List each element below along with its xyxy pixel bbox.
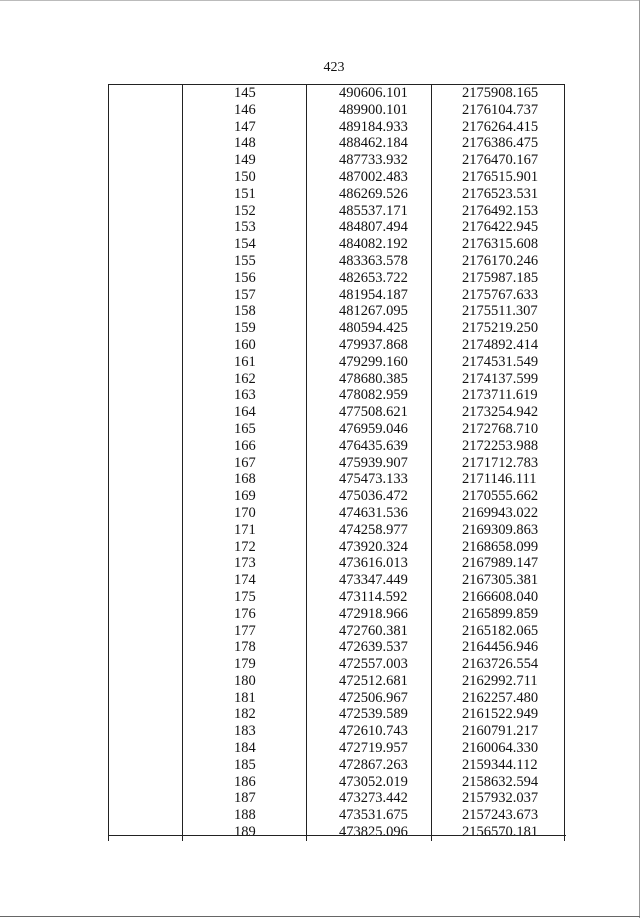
blank-cell <box>109 757 183 774</box>
blank-cell <box>109 673 183 690</box>
y-coordinate-cell: 2176470.167 <box>432 152 565 169</box>
point-number-cell: 179 <box>183 656 307 673</box>
blank-cell <box>109 790 183 807</box>
blank-cell <box>109 690 183 707</box>
point-number-cell: 187 <box>183 790 307 807</box>
table-row <box>109 152 565 169</box>
y-coordinate-cell: 2160791.217 <box>432 723 565 740</box>
table-row <box>109 555 565 572</box>
table-row <box>109 320 565 337</box>
y-coordinate-cell: 2176104.737 <box>432 102 565 119</box>
y-coordinate-cell: 2167305.381 <box>432 572 565 589</box>
table-row <box>109 438 565 455</box>
blank-cell <box>109 337 183 354</box>
blank-cell <box>109 488 183 505</box>
table-bottom-rule <box>108 835 566 836</box>
blank-cell <box>109 354 183 371</box>
table-row <box>109 270 565 287</box>
table-row <box>109 505 565 522</box>
table-row <box>109 807 565 824</box>
y-coordinate-cell: 2176386.475 <box>432 135 565 152</box>
blank-cell <box>109 723 183 740</box>
blank-cell <box>109 320 183 337</box>
y-coordinate-cell: 2160064.330 <box>432 740 565 757</box>
x-coordinate-cell: 474631.536 <box>307 505 432 522</box>
y-coordinate-cell: 2163726.554 <box>432 656 565 673</box>
x-coordinate-cell: 479937.868 <box>307 337 432 354</box>
table-row <box>109 354 565 371</box>
blank-cell <box>109 135 183 152</box>
blank-cell <box>109 421 183 438</box>
blank-cell <box>109 219 183 236</box>
y-coordinate-cell: 2171712.783 <box>432 455 565 472</box>
point-number-cell: 182 <box>183 706 307 723</box>
x-coordinate-cell: 490606.101 <box>307 85 432 102</box>
y-coordinate-cell: 2157932.037 <box>432 790 565 807</box>
table-row <box>109 589 565 606</box>
x-coordinate-cell: 473825.096 <box>307 824 432 841</box>
table-row <box>109 219 565 236</box>
point-number-cell: 176 <box>183 606 307 623</box>
x-coordinate-cell: 472719.957 <box>307 740 432 757</box>
blank-cell <box>109 203 183 220</box>
x-coordinate-cell: 473114.592 <box>307 589 432 606</box>
table-row <box>109 236 565 253</box>
blank-cell <box>109 303 183 320</box>
blank-cell <box>109 85 183 102</box>
table-row <box>109 303 565 320</box>
blank-cell <box>109 589 183 606</box>
point-number-cell: 171 <box>183 522 307 539</box>
y-coordinate-cell: 2175511.307 <box>432 303 565 320</box>
y-coordinate-cell: 2176523.531 <box>432 186 565 203</box>
blank-cell <box>109 455 183 472</box>
page-edge-top <box>0 0 640 1</box>
blank-cell <box>109 572 183 589</box>
y-coordinate-cell: 2176492.153 <box>432 203 565 220</box>
point-number-cell: 177 <box>183 623 307 640</box>
point-number-cell: 156 <box>183 270 307 287</box>
y-coordinate-cell: 2175219.250 <box>432 320 565 337</box>
table-row <box>109 337 565 354</box>
point-number-cell: 151 <box>183 186 307 203</box>
point-number-cell: 161 <box>183 354 307 371</box>
x-coordinate-cell: 472557.003 <box>307 656 432 673</box>
point-number-cell: 165 <box>183 421 307 438</box>
y-coordinate-cell: 2165899.859 <box>432 606 565 623</box>
point-number-cell: 152 <box>183 203 307 220</box>
blank-cell <box>109 639 183 656</box>
x-coordinate-cell: 479299.160 <box>307 354 432 371</box>
blank-cell <box>109 186 183 203</box>
table-row <box>109 404 565 421</box>
blank-cell <box>109 404 183 421</box>
y-coordinate-cell: 2176264.415 <box>432 119 565 136</box>
blank-cell <box>109 169 183 186</box>
point-number-cell: 149 <box>183 152 307 169</box>
blank-cell <box>109 656 183 673</box>
coordinates-table-container <box>108 84 565 841</box>
point-number-cell: 166 <box>183 438 307 455</box>
x-coordinate-cell: 484807.494 <box>307 219 432 236</box>
point-number-cell: 147 <box>183 119 307 136</box>
point-number-cell: 148 <box>183 135 307 152</box>
x-coordinate-cell: 473347.449 <box>307 572 432 589</box>
y-coordinate-cell: 2156570.181 <box>432 824 565 841</box>
blank-cell <box>109 270 183 287</box>
x-coordinate-cell: 472610.743 <box>307 723 432 740</box>
point-number-cell: 178 <box>183 639 307 656</box>
x-coordinate-cell: 483363.578 <box>307 253 432 270</box>
point-number-cell: 162 <box>183 371 307 388</box>
x-coordinate-cell: 486269.526 <box>307 186 432 203</box>
point-number-cell: 145 <box>183 85 307 102</box>
x-coordinate-cell: 478680.385 <box>307 371 432 388</box>
table-row <box>109 135 565 152</box>
table-row <box>109 824 565 841</box>
point-number-cell: 146 <box>183 102 307 119</box>
point-number-cell: 157 <box>183 287 307 304</box>
x-coordinate-cell: 473052.019 <box>307 774 432 791</box>
blank-cell <box>109 740 183 757</box>
y-coordinate-cell: 2174137.599 <box>432 371 565 388</box>
blank-cell <box>109 623 183 640</box>
y-coordinate-cell: 2165182.065 <box>432 623 565 640</box>
x-coordinate-cell: 475036.472 <box>307 488 432 505</box>
table-row <box>109 455 565 472</box>
table-row <box>109 169 565 186</box>
page-bottom-edge <box>0 916 640 917</box>
blank-cell <box>109 152 183 169</box>
point-number-cell: 189 <box>183 824 307 841</box>
y-coordinate-cell: 2173711.619 <box>432 387 565 404</box>
x-coordinate-cell: 475473.133 <box>307 471 432 488</box>
x-coordinate-cell: 472867.263 <box>307 757 432 774</box>
x-coordinate-cell: 473616.013 <box>307 555 432 572</box>
point-number-cell: 181 <box>183 690 307 707</box>
x-coordinate-cell: 480594.425 <box>307 320 432 337</box>
x-coordinate-cell: 489900.101 <box>307 102 432 119</box>
y-coordinate-cell: 2175987.185 <box>432 270 565 287</box>
y-coordinate-cell: 2159344.112 <box>432 757 565 774</box>
x-coordinate-cell: 472506.967 <box>307 690 432 707</box>
point-number-cell: 186 <box>183 774 307 791</box>
point-number-cell: 154 <box>183 236 307 253</box>
y-coordinate-cell: 2158632.594 <box>432 774 565 791</box>
table-row <box>109 488 565 505</box>
point-number-cell: 168 <box>183 471 307 488</box>
y-coordinate-cell: 2167989.147 <box>432 555 565 572</box>
point-number-cell: 172 <box>183 539 307 556</box>
x-coordinate-cell: 478082.959 <box>307 387 432 404</box>
point-number-cell: 173 <box>183 555 307 572</box>
table-row <box>109 606 565 623</box>
table-row <box>109 371 565 388</box>
point-number-cell: 153 <box>183 219 307 236</box>
blank-cell <box>109 539 183 556</box>
point-number-cell: 158 <box>183 303 307 320</box>
x-coordinate-cell: 476959.046 <box>307 421 432 438</box>
table-row <box>109 690 565 707</box>
point-number-cell: 185 <box>183 757 307 774</box>
y-coordinate-cell: 2176315.608 <box>432 236 565 253</box>
x-coordinate-cell: 484082.192 <box>307 236 432 253</box>
point-number-cell: 170 <box>183 505 307 522</box>
x-coordinate-cell: 473531.675 <box>307 807 432 824</box>
x-coordinate-cell: 472918.966 <box>307 606 432 623</box>
blank-cell <box>109 471 183 488</box>
point-number-cell: 184 <box>183 740 307 757</box>
blank-cell <box>109 505 183 522</box>
point-number-cell: 188 <box>183 807 307 824</box>
point-number-cell: 160 <box>183 337 307 354</box>
point-number-cell: 183 <box>183 723 307 740</box>
table-row <box>109 790 565 807</box>
y-coordinate-cell: 2164456.946 <box>432 639 565 656</box>
point-number-cell: 174 <box>183 572 307 589</box>
y-coordinate-cell: 2175908.165 <box>432 85 565 102</box>
table-row <box>109 723 565 740</box>
x-coordinate-cell: 485537.171 <box>307 203 432 220</box>
point-number-cell: 155 <box>183 253 307 270</box>
x-coordinate-cell: 475939.907 <box>307 455 432 472</box>
x-coordinate-cell: 476435.639 <box>307 438 432 455</box>
y-coordinate-cell: 2161522.949 <box>432 706 565 723</box>
x-coordinate-cell: 487733.932 <box>307 152 432 169</box>
table-row <box>109 186 565 203</box>
table-row <box>109 471 565 488</box>
y-coordinate-cell: 2174892.414 <box>432 337 565 354</box>
table-row <box>109 85 565 102</box>
point-number-cell: 159 <box>183 320 307 337</box>
x-coordinate-cell: 489184.933 <box>307 119 432 136</box>
blank-cell <box>109 807 183 824</box>
point-number-cell: 164 <box>183 404 307 421</box>
table-row <box>109 639 565 656</box>
blank-cell <box>109 287 183 304</box>
blank-cell <box>109 824 183 841</box>
blank-cell <box>109 522 183 539</box>
y-coordinate-cell: 2169943.022 <box>432 505 565 522</box>
point-number-cell: 150 <box>183 169 307 186</box>
table-row <box>109 102 565 119</box>
y-coordinate-cell: 2175767.633 <box>432 287 565 304</box>
coordinates-table <box>108 84 565 841</box>
coordinates-table-body <box>109 85 565 841</box>
y-coordinate-cell: 2174531.549 <box>432 354 565 371</box>
table-row <box>109 757 565 774</box>
y-coordinate-cell: 2171146.111 <box>432 471 565 488</box>
table-row <box>109 387 565 404</box>
x-coordinate-cell: 477508.621 <box>307 404 432 421</box>
table-row <box>109 656 565 673</box>
blank-cell <box>109 253 183 270</box>
x-coordinate-cell: 487002.483 <box>307 169 432 186</box>
table-row <box>109 623 565 640</box>
y-coordinate-cell: 2170555.662 <box>432 488 565 505</box>
x-coordinate-cell: 472760.381 <box>307 623 432 640</box>
point-number-cell: 163 <box>183 387 307 404</box>
blank-cell <box>109 119 183 136</box>
table-row <box>109 539 565 556</box>
point-number-cell: 167 <box>183 455 307 472</box>
blank-cell <box>109 606 183 623</box>
blank-cell <box>109 438 183 455</box>
y-coordinate-cell: 2166608.040 <box>432 589 565 606</box>
table-row <box>109 522 565 539</box>
x-coordinate-cell: 472639.537 <box>307 639 432 656</box>
x-coordinate-cell: 481954.187 <box>307 287 432 304</box>
x-coordinate-cell: 472539.589 <box>307 706 432 723</box>
point-number-cell: 180 <box>183 673 307 690</box>
blank-cell <box>109 236 183 253</box>
blank-cell <box>109 102 183 119</box>
point-number-cell: 175 <box>183 589 307 606</box>
y-coordinate-cell: 2157243.673 <box>432 807 565 824</box>
blank-cell <box>109 371 183 388</box>
y-coordinate-cell: 2162992.711 <box>432 673 565 690</box>
y-coordinate-cell: 2176422.945 <box>432 219 565 236</box>
table-row <box>109 572 565 589</box>
table-row <box>109 287 565 304</box>
table-row <box>109 706 565 723</box>
table-row <box>109 673 565 690</box>
point-number-cell: 169 <box>183 488 307 505</box>
y-coordinate-cell: 2169309.863 <box>432 522 565 539</box>
x-coordinate-cell: 481267.095 <box>307 303 432 320</box>
x-coordinate-cell: 482653.722 <box>307 270 432 287</box>
blank-cell <box>109 774 183 791</box>
y-coordinate-cell: 2162257.480 <box>432 690 565 707</box>
blank-cell <box>109 706 183 723</box>
table-row <box>109 421 565 438</box>
x-coordinate-cell: 472512.681 <box>307 673 432 690</box>
x-coordinate-cell: 474258.977 <box>307 522 432 539</box>
table-row <box>109 119 565 136</box>
y-coordinate-cell: 2172253.988 <box>432 438 565 455</box>
x-coordinate-cell: 488462.184 <box>307 135 432 152</box>
y-coordinate-cell: 2176170.246 <box>432 253 565 270</box>
table-row <box>109 740 565 757</box>
y-coordinate-cell: 2168658.099 <box>432 539 565 556</box>
blank-cell <box>109 555 183 572</box>
y-coordinate-cell: 2176515.901 <box>432 169 565 186</box>
table-row <box>109 774 565 791</box>
x-coordinate-cell: 473273.442 <box>307 790 432 807</box>
table-row <box>109 203 565 220</box>
y-coordinate-cell: 2173254.942 <box>432 404 565 421</box>
table-row <box>109 253 565 270</box>
x-coordinate-cell: 473920.324 <box>307 539 432 556</box>
blank-cell <box>109 387 183 404</box>
y-coordinate-cell: 2172768.710 <box>432 421 565 438</box>
page-number: 423 <box>323 60 345 75</box>
